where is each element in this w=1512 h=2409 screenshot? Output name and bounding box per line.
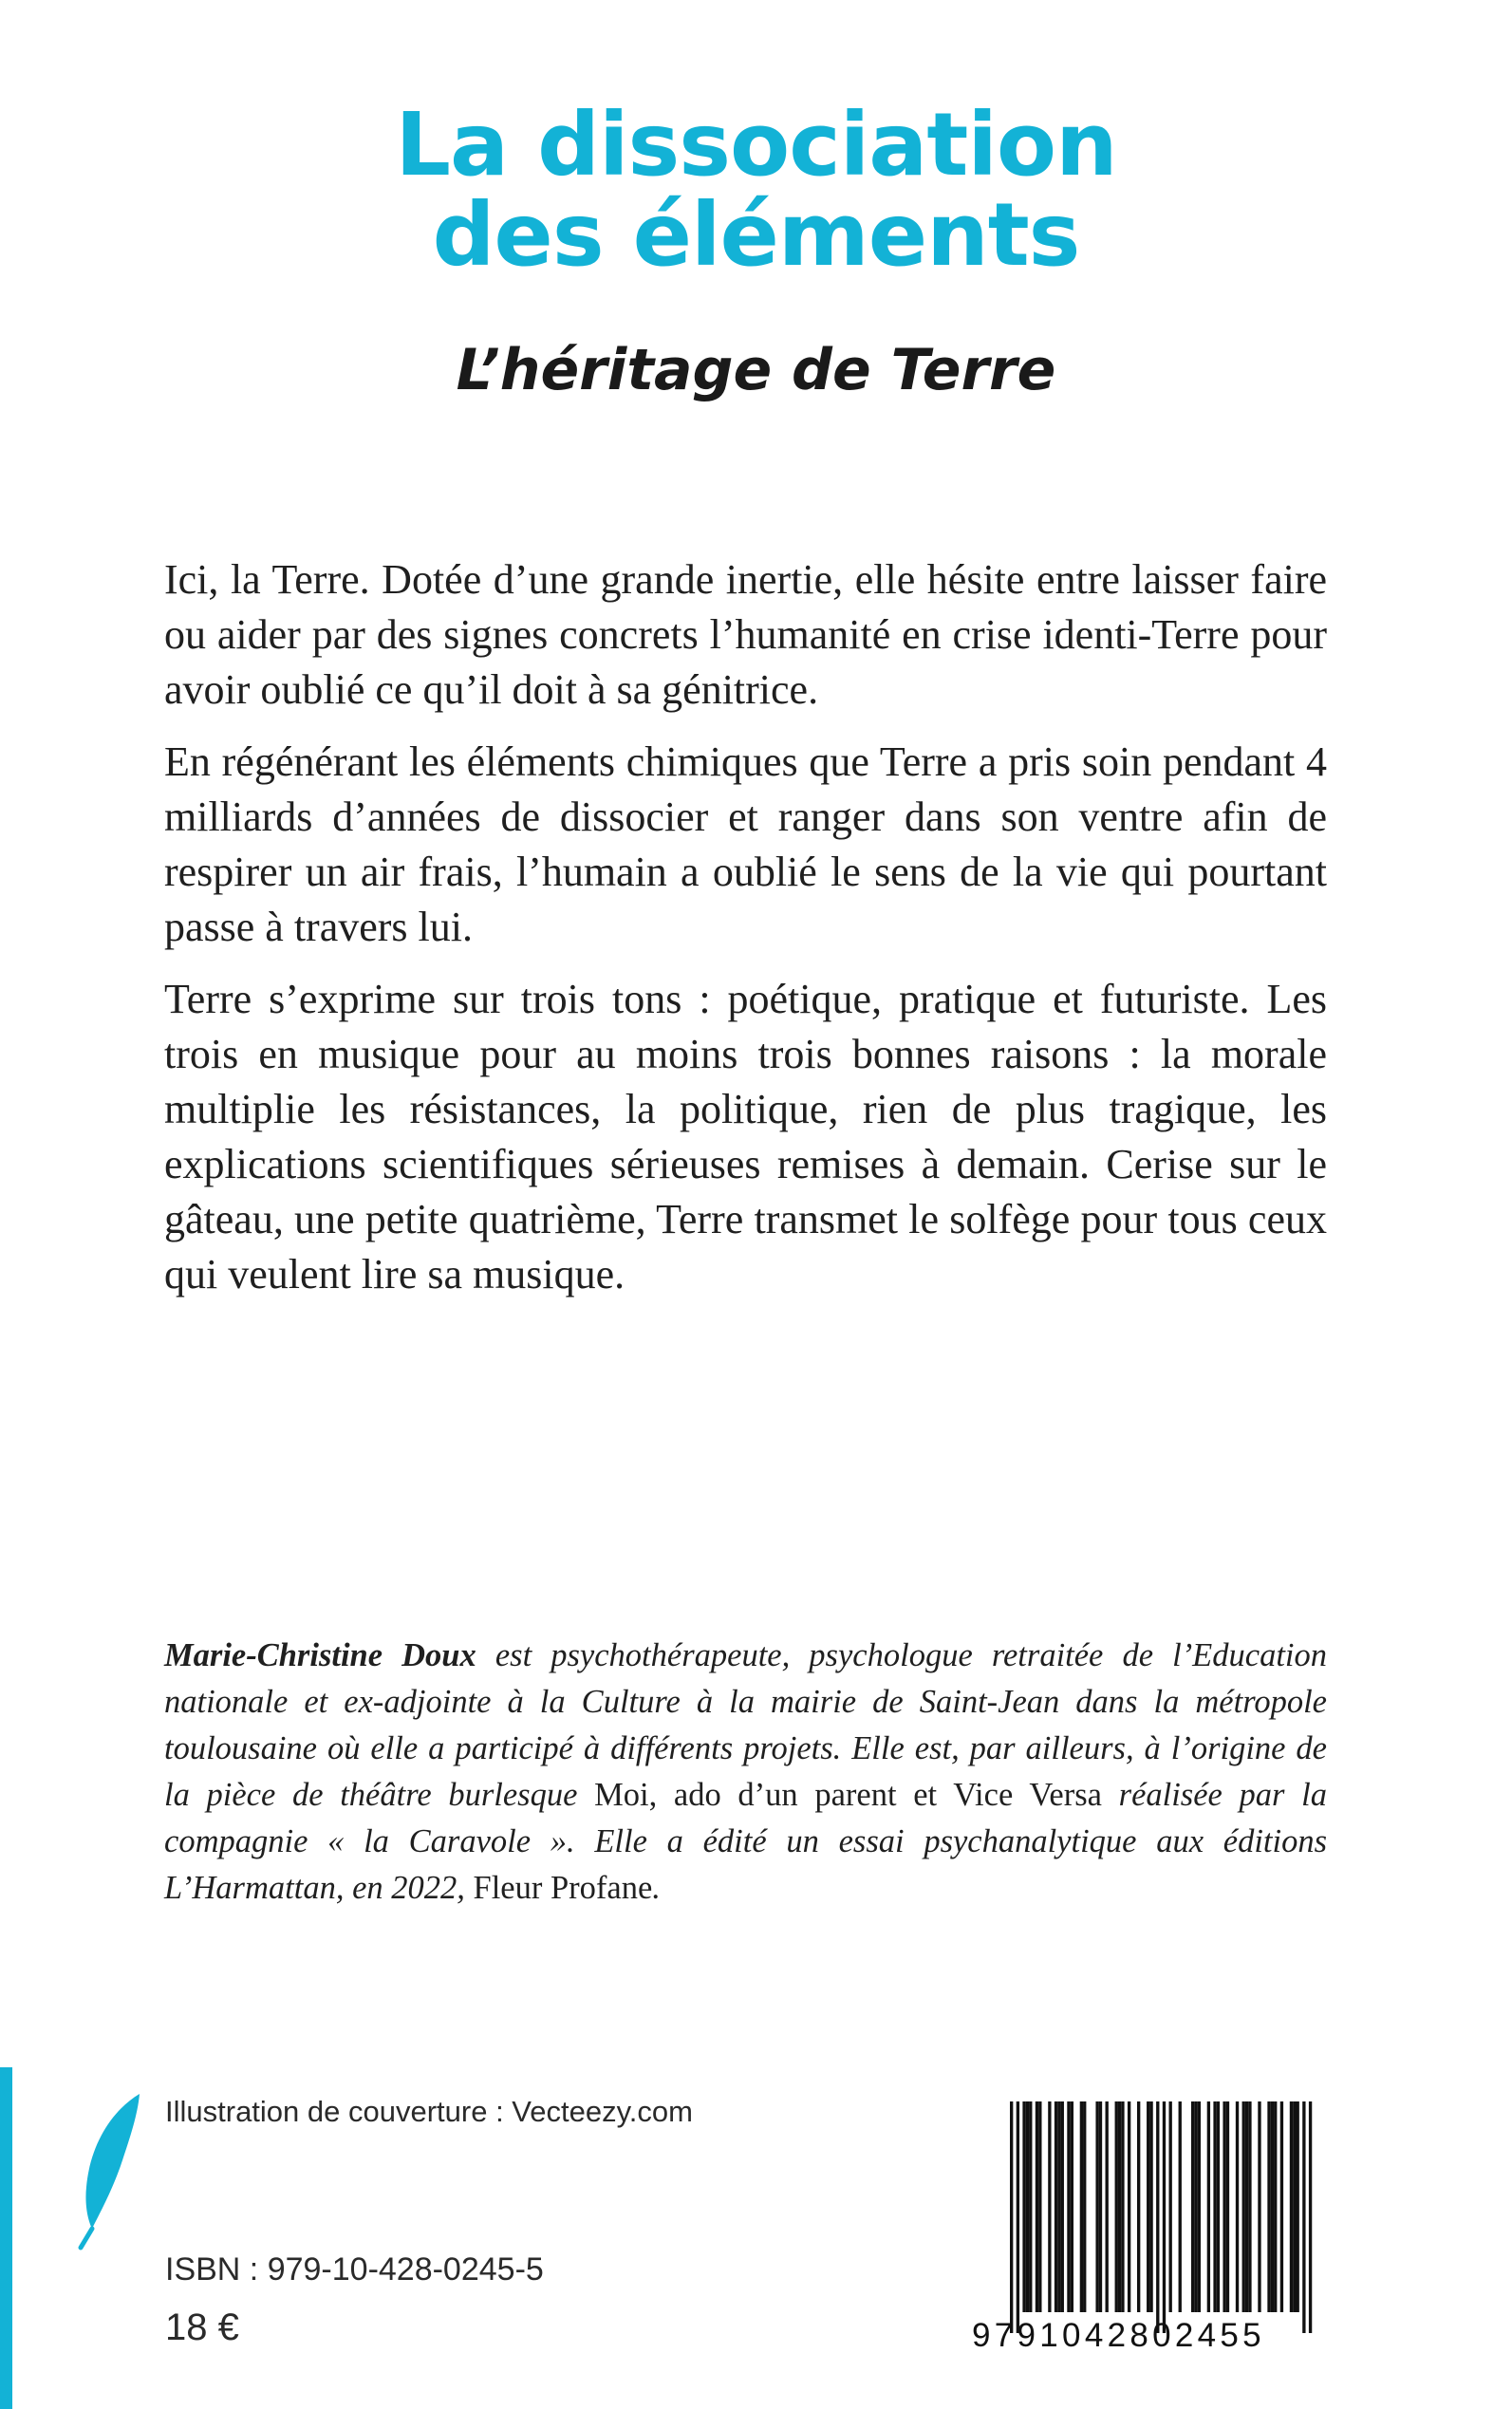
- barcode-bar: [1245, 2101, 1248, 2312]
- barcode-bar: [1242, 2101, 1245, 2312]
- bio-text: .: [652, 1870, 661, 1906]
- barcode-bar: [1309, 2101, 1312, 2333]
- barcode-bar: [1017, 2101, 1019, 2333]
- barcode-bar: [1179, 2101, 1182, 2312]
- barcode-bar: [1191, 2101, 1194, 2312]
- barcode-bar: [1267, 2101, 1270, 2312]
- barcode-bar: [1137, 2101, 1140, 2312]
- barcode-bar: [1280, 2101, 1283, 2312]
- barcode-bar: [1106, 2101, 1109, 2312]
- back-cover-blurb: [164, 552, 1327, 1319]
- barcode-bar: [1055, 2101, 1057, 2312]
- barcode-bar: [1271, 2101, 1274, 2312]
- accent-sidebar: [0, 2067, 12, 2409]
- author-bio: [164, 1633, 1327, 1912]
- barcode-bar: [1217, 2101, 1220, 2312]
- book-subtitle: L’héritage de Terre: [456, 337, 1056, 403]
- blurb-paragraph: Ici, la Terre. Dotée d’une grande inertie, elle hésite entre laisser faire ou aider par des signes concrets l’humanité en crise identi-Terre pour avoir oublié ce qu’il doit à sa génitrice.: [164, 556, 1327, 713]
- bio-work-title: Moi, ado d’un parent et Vice Versa: [594, 1777, 1102, 1813]
- barcode-bar: [1297, 2101, 1299, 2312]
- barcode-bar: [1198, 2101, 1201, 2312]
- bio-text: est psychothérapeute, psychologue retraitée de l’Education nationale et ex-adjointe à la Culture à la mairie de Saint-Jean dans la métropole toulousaine où elle a participé à différents projets. Elle est, par ailleurs, à l’origine de la pièce de théâtre burlesque: [164, 1637, 1327, 1813]
- barcode-bar: [1258, 2101, 1260, 2312]
- barcode-bar: [1083, 2101, 1086, 2312]
- barcode-bar: [1223, 2101, 1225, 2312]
- feather-icon: [69, 2090, 145, 2251]
- barcode-bar: [1071, 2101, 1073, 2312]
- barcode-bar: [1290, 2101, 1293, 2312]
- barcode-bar: [1061, 2101, 1064, 2312]
- isbn-label: ISBN : 979-10-428-0245-5: [165, 2251, 544, 2288]
- barcode-bar: [1147, 2101, 1149, 2312]
- barcode-bar: [1194, 2101, 1197, 2312]
- price-label: 18 €: [165, 2306, 239, 2348]
- barcode-bar: [1115, 2101, 1118, 2312]
- barcode-bar: [1099, 2101, 1102, 2312]
- barcode-bar: [1121, 2101, 1124, 2312]
- author-bio-paragraph: [164, 1633, 1327, 1912]
- book-title: [0, 94, 1512, 286]
- barcode-bar: [1274, 2101, 1277, 2312]
- barcode-bar: [1010, 2101, 1013, 2333]
- barcode-bar: [1036, 2101, 1038, 2312]
- barcode-bar: [1163, 2101, 1166, 2333]
- barcode-bar: [1067, 2101, 1070, 2312]
- barcode-bar: [1128, 2101, 1130, 2312]
- barcode-bar: [1293, 2101, 1296, 2312]
- barcode-bar: [1156, 2101, 1159, 2333]
- blurb-paragraph: En régénérant les éléments chimiques que Terre a pris soin pendant 4 milliards d’années de dissocier et ranger dans son ventre afin de respirer un air frais, l’humain a oublié le sens de la vie qui pourtant passe à travers lui.: [164, 738, 1327, 950]
- barcode-digits: 9791042802455: [972, 2317, 1265, 2354]
- author-name: Marie-Christine Doux: [164, 1637, 476, 1673]
- book-title-line-2: des éléments: [432, 184, 1080, 286]
- barcode-bar: [1029, 2101, 1032, 2312]
- blurb-paragraph: Terre s’exprime sur trois tons : poétique, pratique et futuriste. Les trois en musique pour au moins trois bonnes raisons : la morale multiplie les résistances, la politique, rien de plus tragique, les explications scientifiques sérieuses remises à demain. Cerise sur le gâteau, une petite quatrième, Terre transmet le solfège pour tous ceux qui veulent lire sa musique.: [164, 976, 1327, 1298]
- barcode-bar: [1169, 2101, 1172, 2312]
- illustration-credit: Illustration de couverture : Vecteezy.com: [165, 2095, 693, 2128]
- barcode-bar: [1302, 2101, 1305, 2333]
- barcode-bar: [1057, 2101, 1060, 2312]
- bio-text: réalisée par la compagnie « la Caravole ». Elle a édité un essai psychanalytique aux éditions L’Harmattan, en 2022,: [164, 1777, 1327, 1906]
- barcode-bar: [1038, 2101, 1041, 2312]
- book-title-line-1: La dissociation: [395, 94, 1117, 196]
- barcode-bar: [1048, 2101, 1051, 2312]
- barcode-bar: [1213, 2101, 1216, 2312]
- barcode-bar: [1149, 2101, 1152, 2312]
- barcode-bar: [1026, 2101, 1029, 2312]
- barcode-bar: [1226, 2101, 1229, 2312]
- barcode-bar: [1248, 2101, 1251, 2312]
- barcode-bar: [1207, 2101, 1210, 2312]
- barcode-bar: [1022, 2101, 1025, 2312]
- barcode-bar: [1236, 2101, 1239, 2312]
- barcode-bar: [1118, 2101, 1121, 2312]
- barcode-bar: [1080, 2101, 1083, 2312]
- bio-work-title: Fleur Profane: [473, 1870, 653, 1906]
- barcode-bar: [1095, 2101, 1098, 2312]
